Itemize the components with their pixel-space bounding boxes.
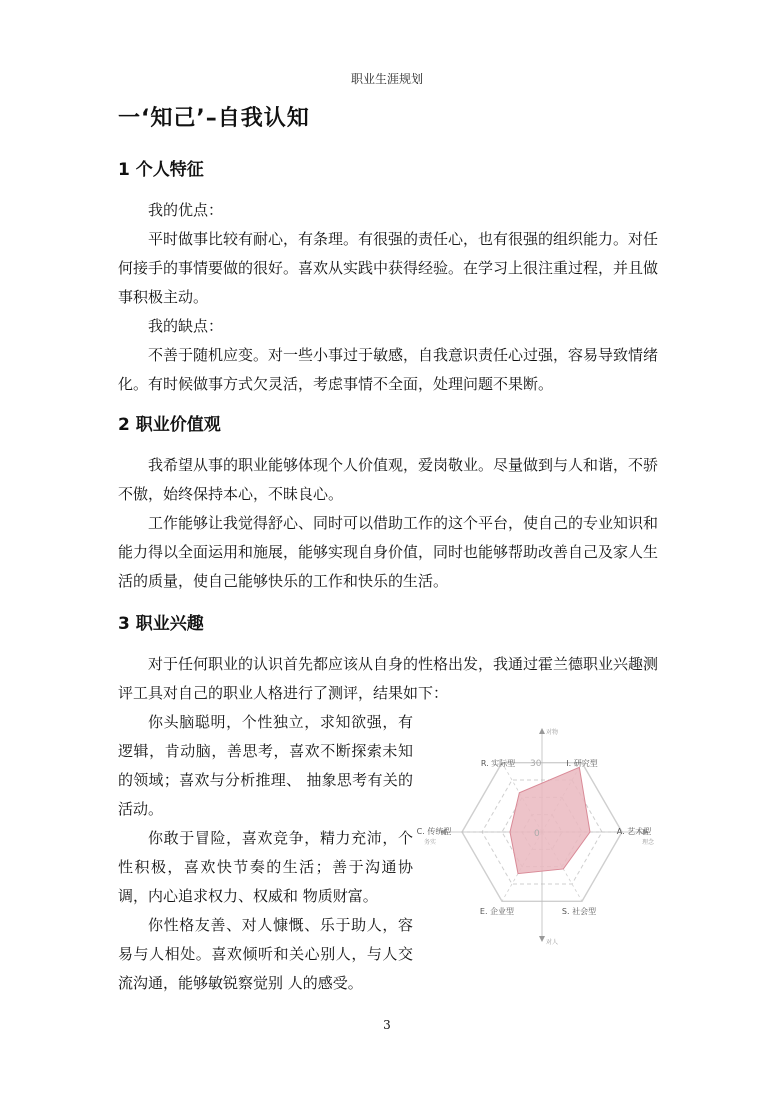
radar-axis-label: 务实 — [423, 839, 437, 846]
radar-tick-label: 0 — [534, 829, 540, 839]
running-header: 职业生涯规划 — [350, 72, 423, 86]
radar-axis-label: 理念 — [641, 839, 655, 846]
section-title: 一‘知己’–自我认知 — [118, 106, 310, 131]
radar-category-label: S. 社会型 — [561, 907, 597, 916]
weakness-label: 我的缺点： — [148, 317, 224, 335]
strengths-text: 平时做事比较有耐心，有条理。有很强的责任心，也有很强的组织能力。对任何接手的事情要做的很好。喜欢从实践中获得经验。在学习上很注重过程，并且做事积极主动。 — [118, 230, 659, 306]
values-paragraph-1: 我希望从事的职业能够体现个人价值观，爱岗敬业。尽量做到与人和谐，不骄不傲，始终保持本心，不昧良心。 — [118, 456, 659, 503]
radar-category-label: I. 研究型 — [566, 759, 598, 768]
weakness-text: 不善于随机应变。对一些小事过于敏感，自我意识责任心过强，容易导致情绪化。有时候做事方式欠灵活，考虑事情不全面，处理问题不果断。 — [118, 346, 659, 393]
heading-personal-traits: 1 个人特征 — [118, 160, 204, 180]
radar-axis-label: 对人 — [545, 939, 559, 946]
interest-result-3: 你性格友善、对人慷慨、乐于助人，容易与人相处。喜欢倾听和关心别人，与人交流沟通，能够敏锐察觉别 人的感受。 — [118, 916, 413, 992]
holland-radar-chart — [412, 722, 662, 950]
interest-intro: 对于任何职业的认识首先都应该从自身的性格出发，我通过霍兰德职业兴趣测评工具对自己的职业人格进行了测评，结果如下： — [118, 655, 659, 702]
heading-career-interest: 3 职业兴趣 — [118, 614, 204, 634]
radar-category-label: E. 企业型 — [479, 907, 515, 916]
interest-result-1: 你头脑聪明，个性独立，求知欲强，有逻辑，肯动脑，善思考，喜欢不断探索未知的领域；喜欢与分析推理、 抽象思考有关的活动。 — [118, 713, 413, 818]
radar-category-label: C. 传统型 — [416, 827, 452, 836]
interest-result-2: 你敢于冒险，喜欢竞争，精力充沛，个性积极，喜欢快节奏的生活；善于沟通协调，内心追求权力、权威和 物质财富。 — [118, 829, 413, 905]
values-paragraph-2: 工作能够让我觉得舒心、同时可以借助工作的这个平台，使自己的专业知识和能力得以全面运用和施展，能够实现自身价值，同时也能够帮助改善自己及家人生活的质量，使自己能够快乐的工作和快乐的生活。 — [118, 514, 659, 590]
radar-tick-label: 30 — [530, 759, 542, 769]
page-number: 3 — [383, 1018, 391, 1032]
radar-category-label: R. 实际型 — [480, 759, 516, 768]
heading-career-values: 2 职业价值观 — [118, 415, 221, 435]
arrow-down-icon — [539, 936, 545, 942]
radar-category-label: A. 艺术型 — [616, 827, 652, 836]
radar-data-polygon — [510, 767, 590, 873]
radar-axis-label: 对物 — [545, 729, 559, 736]
strengths-label: 我的优点： — [148, 201, 224, 219]
arrow-up-icon — [539, 728, 545, 734]
